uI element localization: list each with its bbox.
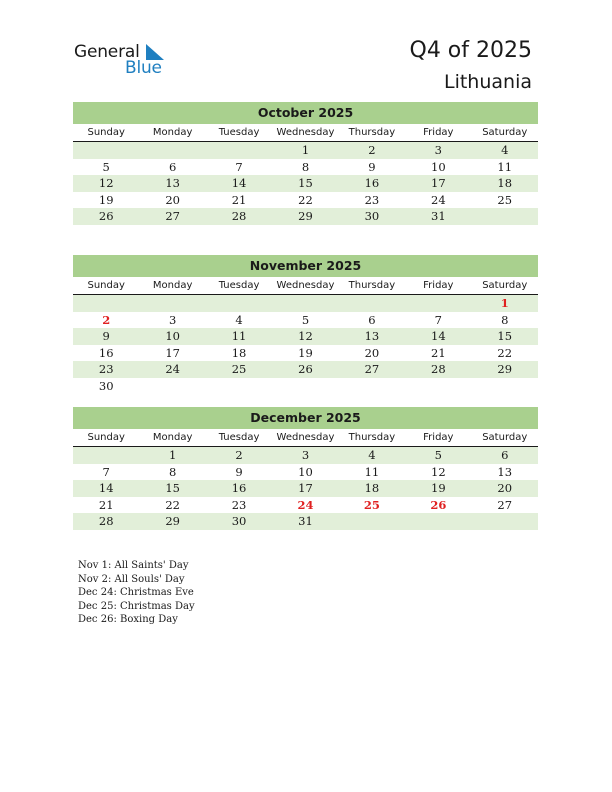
day-cell: 25 bbox=[231, 362, 247, 377]
day-cell: 2 bbox=[368, 143, 376, 157]
week-row bbox=[73, 175, 538, 192]
day-cell: 7 bbox=[102, 464, 110, 479]
weekday-label: Tuesday bbox=[218, 432, 260, 443]
day-cell: 22 bbox=[165, 497, 180, 512]
day-cell bbox=[339, 378, 405, 395]
day-cell: 4 bbox=[501, 143, 509, 157]
week-row bbox=[73, 513, 538, 530]
holiday-note: Nov 2: All Souls' Day bbox=[78, 573, 185, 585]
weekday-label: Wednesday bbox=[276, 280, 335, 291]
weekday-label: Friday bbox=[423, 280, 454, 291]
week-row bbox=[73, 312, 538, 329]
weekday-label: Wednesday bbox=[276, 432, 335, 443]
day-cell bbox=[339, 295, 405, 312]
day-cell: 18 bbox=[364, 481, 380, 496]
day-cell: 13 bbox=[497, 464, 513, 479]
day-cell: 23 bbox=[231, 497, 247, 512]
day-cell: 8 bbox=[168, 464, 177, 479]
weekday-label: Saturday bbox=[482, 432, 528, 443]
day-cell: 5 bbox=[434, 448, 442, 462]
weekday-header-row bbox=[73, 124, 538, 142]
day-cell: 18 bbox=[231, 345, 247, 360]
month-calendar bbox=[73, 407, 538, 530]
day-cell bbox=[472, 513, 538, 530]
day-cell: 7 bbox=[434, 312, 442, 327]
day-cell: 13 bbox=[364, 329, 380, 344]
logo-text-blue: Blue bbox=[125, 58, 162, 78]
day-cell: 17 bbox=[431, 176, 446, 191]
day-cell: 17 bbox=[165, 345, 180, 360]
weekday-label: Saturday bbox=[482, 127, 528, 138]
month-title: October 2025 bbox=[73, 102, 538, 124]
day-cell bbox=[405, 513, 471, 530]
weekday-label: Sunday bbox=[87, 127, 125, 138]
holiday-day-cell: 26 bbox=[430, 497, 447, 512]
day-cell: 29 bbox=[497, 362, 513, 377]
month-title: December 2025 bbox=[73, 407, 538, 429]
holiday-day-cell: 2 bbox=[102, 312, 111, 327]
day-cell bbox=[73, 447, 139, 464]
day-cell bbox=[139, 378, 205, 395]
day-cell: 11 bbox=[497, 159, 513, 174]
day-cell: 17 bbox=[298, 481, 313, 496]
day-cell: 9 bbox=[368, 159, 376, 174]
day-cell: 15 bbox=[497, 329, 513, 344]
holiday-day-cell: 1 bbox=[500, 296, 509, 310]
week-row bbox=[73, 142, 538, 159]
day-cell: 30 bbox=[231, 514, 247, 529]
day-cell: 16 bbox=[98, 345, 114, 360]
day-cell: 6 bbox=[168, 159, 177, 174]
day-cell: 14 bbox=[98, 481, 114, 496]
day-cell bbox=[206, 378, 272, 395]
week-row bbox=[73, 447, 538, 464]
weekday-header-row bbox=[73, 277, 538, 295]
day-cell bbox=[139, 142, 205, 159]
day-cell: 12 bbox=[98, 176, 114, 191]
day-cell: 12 bbox=[431, 464, 446, 479]
day-cell: 19 bbox=[431, 481, 446, 496]
day-cell: 10 bbox=[431, 159, 446, 174]
day-cell: 10 bbox=[165, 329, 180, 344]
week-row bbox=[73, 295, 538, 312]
day-cell bbox=[472, 378, 538, 395]
week-row bbox=[73, 464, 538, 481]
day-cell: 8 bbox=[301, 159, 310, 174]
month-calendar bbox=[73, 255, 538, 395]
day-cell: 10 bbox=[298, 464, 313, 479]
day-cell: 19 bbox=[298, 345, 313, 360]
day-cell: 14 bbox=[231, 176, 247, 191]
day-cell bbox=[73, 295, 139, 312]
week-row bbox=[73, 192, 538, 209]
day-cell: 21 bbox=[231, 192, 247, 207]
week-row bbox=[73, 480, 538, 497]
week-row bbox=[73, 345, 538, 362]
day-cell: 21 bbox=[98, 497, 114, 512]
day-cell: 9 bbox=[102, 329, 110, 344]
day-cell: 9 bbox=[235, 464, 243, 479]
weekday-label: Tuesday bbox=[218, 280, 260, 291]
weekday-label: Thursday bbox=[348, 280, 396, 291]
day-cell: 29 bbox=[165, 514, 180, 529]
weekday-label: Thursday bbox=[348, 432, 396, 443]
day-cell bbox=[206, 142, 272, 159]
day-cell bbox=[472, 208, 538, 225]
weekday-label: Saturday bbox=[482, 280, 528, 291]
day-cell: 8 bbox=[501, 312, 509, 327]
weekday-label: Friday bbox=[423, 127, 454, 138]
day-cell: 3 bbox=[434, 143, 442, 157]
day-cell: 27 bbox=[497, 497, 513, 512]
day-cell: 7 bbox=[235, 159, 243, 174]
week-row bbox=[73, 159, 538, 176]
day-cell: 24 bbox=[431, 192, 446, 207]
day-cell bbox=[405, 378, 471, 395]
holiday-list bbox=[78, 559, 195, 627]
day-cell bbox=[405, 295, 471, 312]
weekday-label: Thursday bbox=[348, 127, 396, 138]
day-cell: 3 bbox=[168, 312, 177, 327]
month-calendar bbox=[73, 102, 538, 225]
week-row bbox=[73, 361, 538, 378]
generalblue-logo bbox=[74, 42, 184, 82]
day-cell: 20 bbox=[364, 345, 380, 360]
day-cell bbox=[272, 378, 338, 395]
holiday-day-cell: 25 bbox=[363, 497, 380, 512]
country-name: Lithuania bbox=[443, 71, 532, 93]
day-cell: 13 bbox=[165, 176, 180, 191]
holiday-note: Nov 1: All Saints' Day bbox=[78, 560, 189, 571]
weekday-label: Sunday bbox=[87, 432, 125, 443]
day-cell: 24 bbox=[165, 362, 180, 377]
day-cell: 12 bbox=[298, 329, 313, 344]
day-cell: 4 bbox=[368, 448, 376, 462]
day-cell: 16 bbox=[364, 176, 380, 191]
day-cell: 20 bbox=[165, 192, 180, 207]
day-cell: 5 bbox=[301, 312, 310, 327]
day-cell: 31 bbox=[298, 514, 313, 529]
day-cell: 3 bbox=[301, 448, 310, 462]
holiday-note: Dec 26: Boxing Day bbox=[78, 614, 178, 626]
day-cell: 30 bbox=[364, 209, 380, 224]
weekday-label: Wednesday bbox=[276, 127, 335, 138]
day-cell: 4 bbox=[235, 312, 243, 327]
day-cell: 22 bbox=[298, 192, 313, 207]
day-cell: 26 bbox=[98, 209, 114, 224]
day-cell: 28 bbox=[231, 209, 247, 224]
day-cell: 11 bbox=[231, 329, 247, 344]
day-cell: 31 bbox=[431, 209, 446, 224]
logo-text-general: General bbox=[74, 42, 140, 62]
day-cell: 15 bbox=[298, 176, 313, 191]
day-cell: 22 bbox=[497, 345, 513, 360]
week-row bbox=[73, 208, 538, 225]
day-cell: 30 bbox=[98, 378, 114, 393]
weekday-label: Monday bbox=[152, 432, 193, 443]
day-cell: 28 bbox=[431, 362, 446, 377]
day-cell: 26 bbox=[298, 362, 313, 377]
week-row bbox=[73, 497, 538, 514]
day-cell: 1 bbox=[301, 143, 310, 157]
week-row bbox=[73, 378, 538, 395]
day-cell: 20 bbox=[497, 481, 513, 496]
day-cell: 14 bbox=[431, 329, 446, 344]
holiday-note: Dec 24: Christmas Eve bbox=[78, 587, 194, 599]
weekday-label: Sunday bbox=[87, 280, 125, 291]
day-cell bbox=[272, 295, 338, 312]
day-cell bbox=[206, 295, 272, 312]
week-row bbox=[73, 328, 538, 345]
page-title: Q4 of 2025 bbox=[409, 38, 532, 63]
holiday-day-cell: 24 bbox=[297, 497, 314, 512]
day-cell: 18 bbox=[497, 176, 513, 191]
day-cell: 6 bbox=[368, 312, 376, 327]
day-cell: 25 bbox=[497, 192, 513, 207]
day-cell: 1 bbox=[168, 448, 177, 462]
weekday-label: Tuesday bbox=[218, 127, 260, 138]
day-cell: 5 bbox=[102, 159, 110, 174]
weekday-label: Monday bbox=[152, 280, 193, 291]
day-cell: 23 bbox=[364, 192, 380, 207]
day-cell: 27 bbox=[364, 362, 380, 377]
holiday-note: Dec 25: Christmas Day bbox=[78, 600, 195, 612]
day-cell: 23 bbox=[98, 362, 114, 377]
day-cell: 21 bbox=[431, 345, 446, 360]
day-cell: 2 bbox=[235, 448, 243, 462]
day-cell: 27 bbox=[165, 209, 180, 224]
day-cell bbox=[73, 142, 139, 159]
month-title: November 2025 bbox=[73, 255, 538, 277]
day-cell: 16 bbox=[231, 481, 247, 496]
day-cell bbox=[139, 295, 205, 312]
day-cell: 28 bbox=[98, 514, 114, 529]
day-cell bbox=[339, 513, 405, 530]
day-cell: 15 bbox=[165, 481, 180, 496]
weekday-label: Monday bbox=[152, 127, 193, 138]
day-cell: 6 bbox=[501, 448, 509, 462]
weekday-header-row bbox=[73, 429, 538, 447]
day-cell: 19 bbox=[98, 192, 114, 207]
day-cell: 29 bbox=[298, 209, 313, 224]
weekday-label: Friday bbox=[423, 432, 454, 443]
day-cell: 11 bbox=[364, 464, 380, 479]
